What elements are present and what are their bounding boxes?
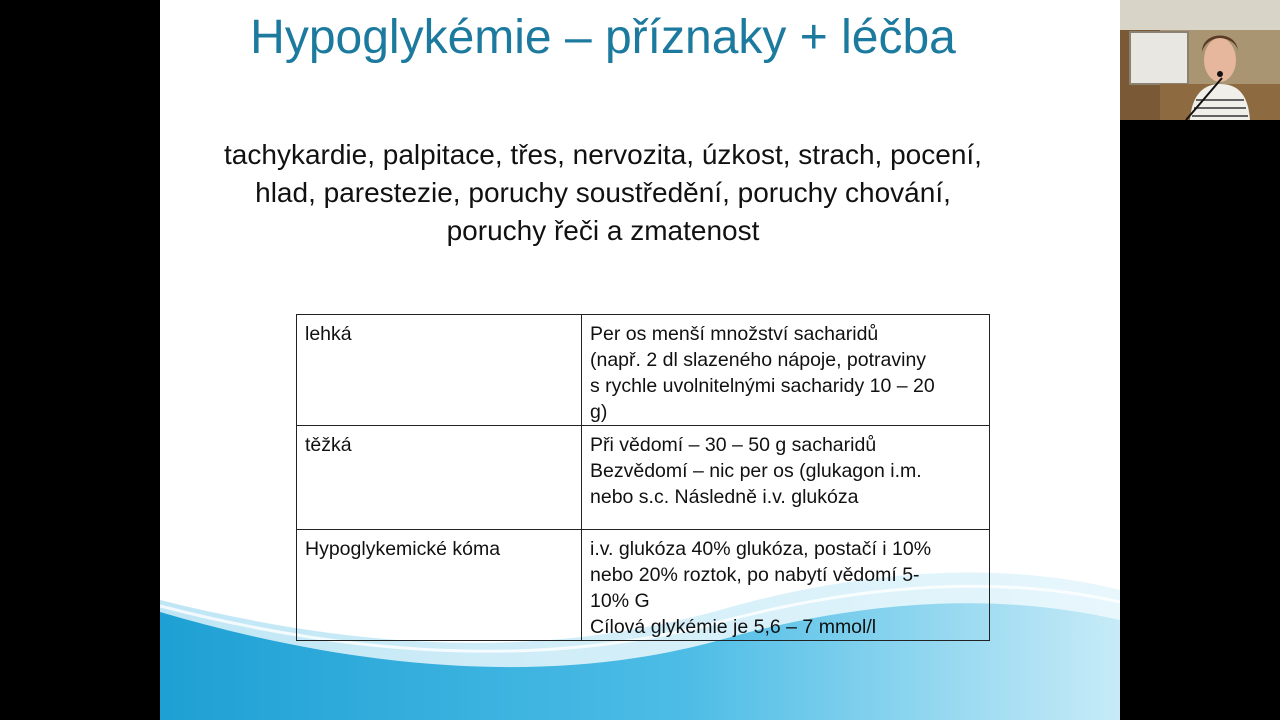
symptoms-line: poruchy řeči a zmatenost xyxy=(446,215,760,246)
treatment-line: Bezvědomí – nic per os (glukagon i.m. xyxy=(590,460,922,482)
treatment-line: (např. 2 dl slazeného nápoje, potraviny xyxy=(590,349,927,371)
treatment-cell xyxy=(582,530,990,641)
treatment-line: nebo 20% roztok, po nabytí vědomí 5- xyxy=(590,564,920,586)
table-row xyxy=(297,426,990,530)
table-row xyxy=(297,530,990,641)
symptoms-line: tachykardie, palpitace, třes, nervozita, úzkost, strach, pocení, xyxy=(224,139,982,170)
severity-cell: Hypoglykemické kóma xyxy=(297,530,582,641)
treatment-cell xyxy=(582,426,990,530)
treatment-line: Per os menší množství sacharidů xyxy=(590,323,879,345)
treatment-line: Při vědomí – 30 – 50 g sacharidů xyxy=(590,434,877,456)
treatment-line: Cílová glykémie je 5,6 – 7 mmol/l xyxy=(590,616,877,638)
treatment-line: i.v. glukóza 40% glukóza, postačí i 10% xyxy=(590,538,932,560)
slide-title: Hypoglykémie – příznaky + léčba xyxy=(250,11,956,64)
treatment-table xyxy=(296,314,990,641)
slide xyxy=(160,0,1120,720)
presenter-video-icon xyxy=(1120,0,1280,120)
treatment-cell xyxy=(582,315,990,426)
treatment-line: s rychle uvolnitelnými sacharidy 10 – 20 xyxy=(590,375,935,397)
severity-cell: lehká xyxy=(297,315,582,426)
table-row xyxy=(297,315,990,426)
treatment-line: 10% G xyxy=(590,590,650,612)
treatment-line: g) xyxy=(590,401,608,423)
treatment-line: nebo s.c. Následně i.v. glukóza xyxy=(590,486,859,508)
severity-cell: těžká xyxy=(297,426,582,530)
symptoms-line: hlad, parestezie, poruchy soustředění, poruchy chování, xyxy=(255,177,951,208)
symptoms-text xyxy=(160,136,1046,250)
presenter-webcam xyxy=(1120,0,1280,120)
